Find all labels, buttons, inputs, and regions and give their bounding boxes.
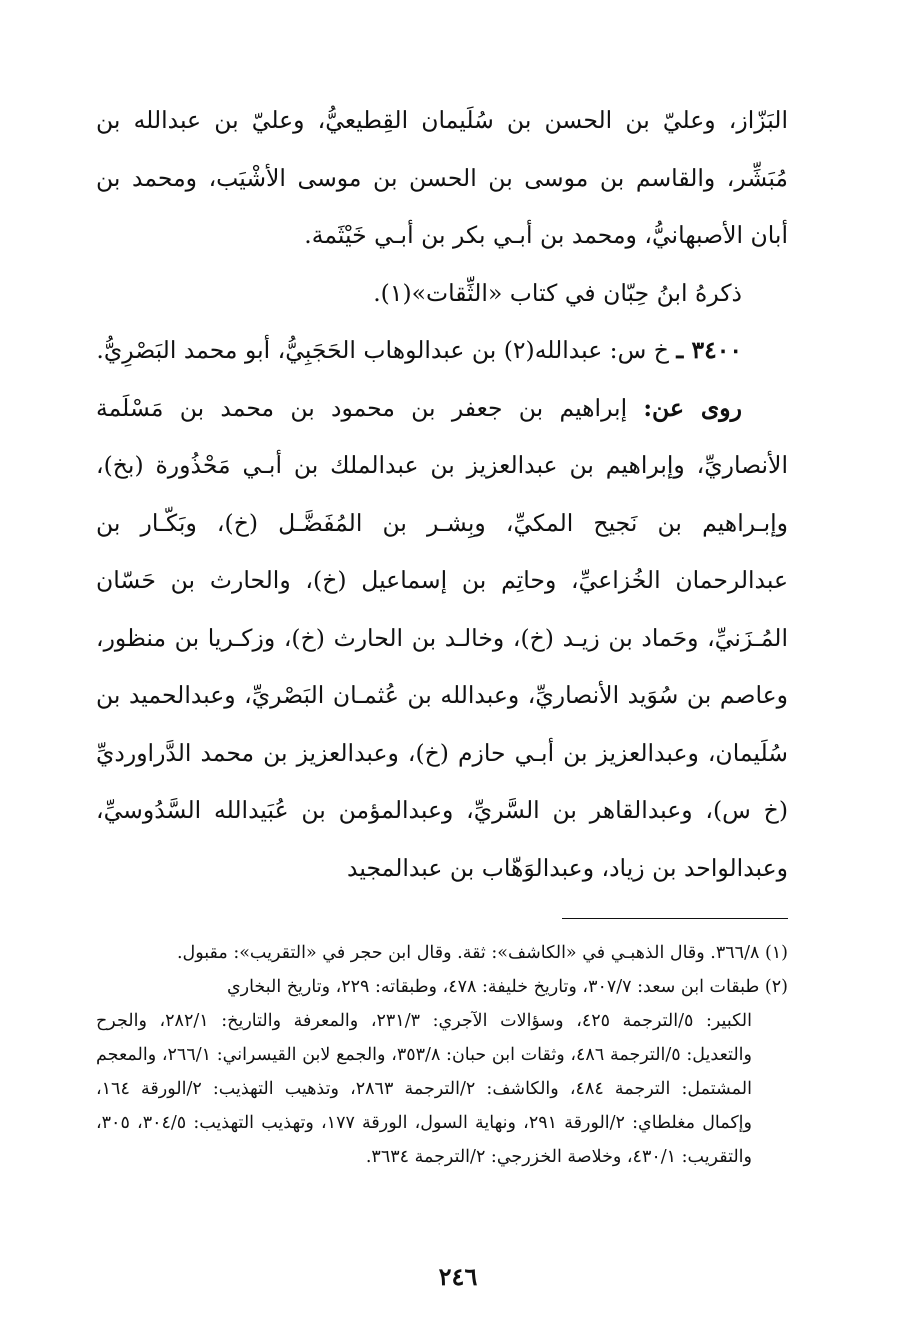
page-number: ٢٤٦ (438, 1262, 478, 1291)
footnote-separator (562, 918, 788, 919)
narrated-from-paragraph (96, 380, 788, 898)
footnotes-block (96, 936, 788, 1174)
footnote-2-continuation: الكبير: ٥/الترجمة ٤٢٥، وسؤالات الآجري: ٢٣١/٣، والمعرفة والتاريخ: ٢٨٢/١، والجرح والتعديل: ٥/الترجمة ٤٨٦، وثقات ابن حبان: ٣٥٣/٨، والجمع لابن القيسراني: ٢٦٦/١، والمعجم المشتمل: الترجمة ٤٨٤، والكاشف: ٢/الترجمة ٢٨٦٣، وتذهيب التهذيب: ٢/الورقة ١٦٤، وإكمال مغلطاي: ٢/الورقة ٢٩١، ونهاية السول، الورقة ١٧٧، وتهذيب التهذيب: ٣٠٤/٥، ٣٠٥، والتقريب: ٤٣٠/١، وخلاصة الخزرجي: ٢/الترجمة ٣٦٣٤. (96, 1011, 752, 1167)
ibn-hibban-note: ذكرهُ ابنُ حِبّان في كتاب «الثِّقات»(١). (373, 278, 742, 307)
footnote-1: (١) ٣٦٦/٨. وقال الذهبـي في «الكاشف»: ثقة. وقال ابن حجر في «التقريب»: مقبول. (176, 943, 788, 963)
narrated-from-text: إبراهيم بن جعفر بن محمود بن محمد بن مَسْلَمة الأنصاريِّ، وإبراهيم بن عبدالعزيز بن عبدالملك بن أبـي مَحْذُورة (بخ)، وإبـراهيم بن نَجيح المكيِّ، وبِشـر بن المُفَضَّـل (خ)، وبَكّـار بن عبدالرحمان الخُزاعيِّ، وحاتِم بن إسماعيل (خ)، والحارث بن حَسّان المُـزَنيِّ، وحَماد بن زيـد (خ)، وخالـد بن الحارث (خ)، وزكـريا بن منظور، وعاصم بن سُوَيد الأنصاريِّ، وعبدالله بن عُثمـان البَصْريِّ، وعبدالحميد بن سُلَيمان، وعبدالعزيز بن أبـي حازم (خ)، وعبدالعزيز بن محمد الدَّراورديِّ (خ س)، وعبدالقاهر بن السَّريِّ، وعبدالمؤمن بن عُبَيدالله السَّدُوسيِّ، وعبدالواحد بن زياد، وعبدالوَهّاب بن عبدالمجيد (96, 393, 788, 882)
main-text-block (96, 92, 788, 897)
entry-number: ٣٤٠٠ ـ (676, 336, 742, 364)
biography-entry-heading (96, 322, 788, 380)
entry-title: خ س: عبدالله(٢) بن عبدالوهاب الحَجَبِيُّ، أبو محمد البَصْرِيُّ. (96, 336, 669, 364)
narrated-from-label: روى عن: (643, 393, 742, 422)
footnote-2-first-line: (٢) طبقات ابن سعد: ٣٠٧/٧، وتاريخ خليفة: ٤٧٨، وطبقاته: ٢٢٩، وتاريخ البخاري (226, 977, 788, 997)
continued-paragraph: البَزّاز، وعليّ بن الحسن بن سُلَيمان القِطيعيُّ، وعليّ بن عبدالله بن مُبَشِّر، والقاسم بن موسى بن الحسن بن موسى الأشْيَب، ومحمد بن أبان الأصبهانيُّ، ومحمد بن أبـي بكر بن أبـي خَيْثَمة. (96, 106, 788, 249)
